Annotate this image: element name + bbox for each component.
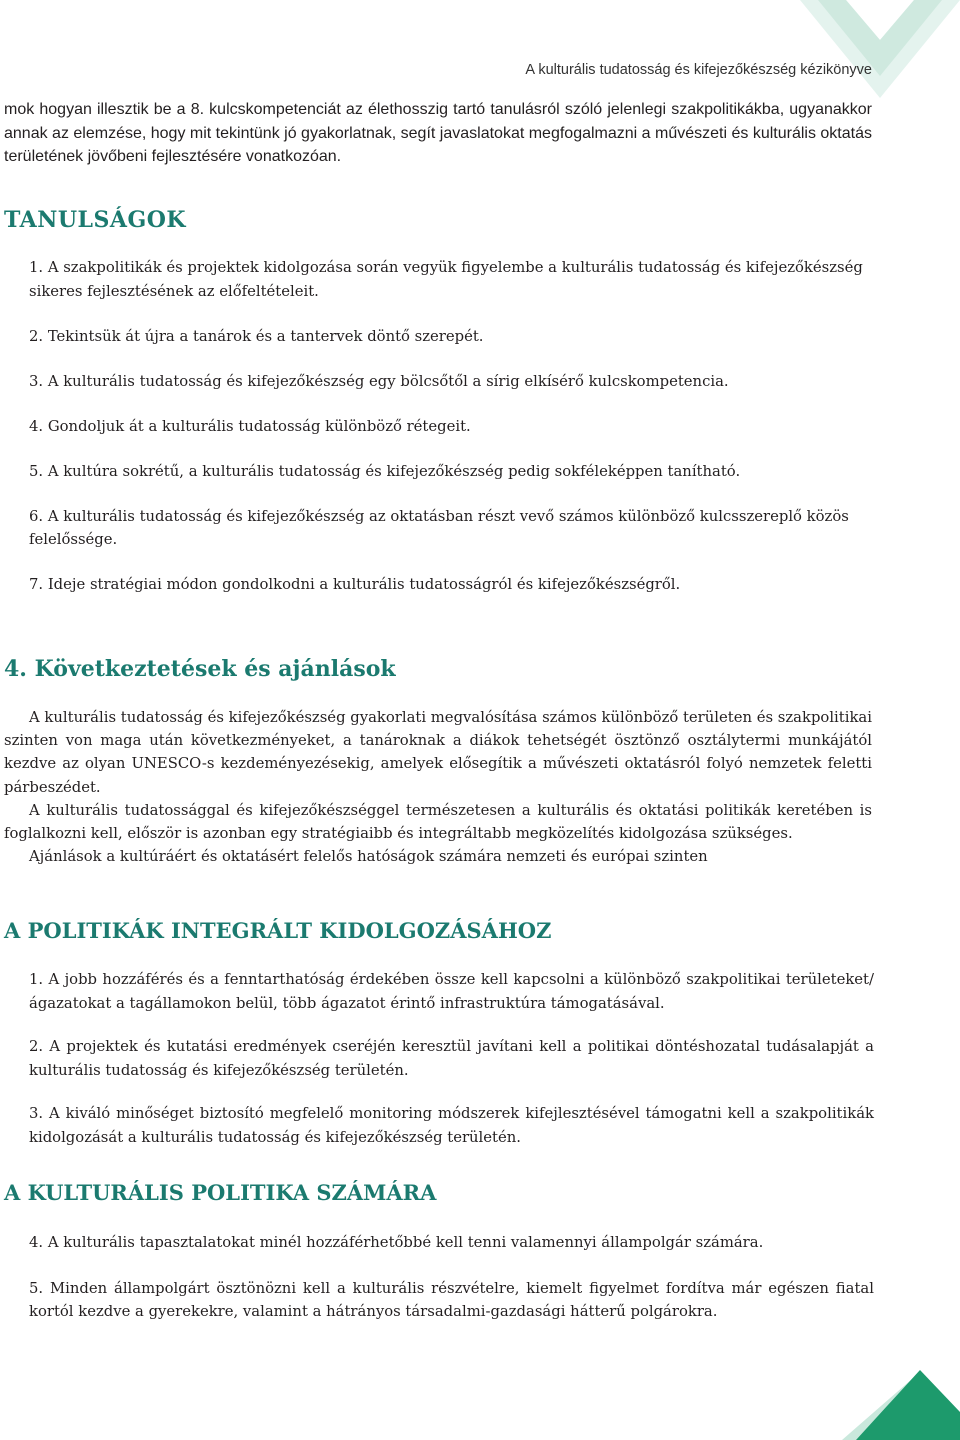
page-corner-badge-icon bbox=[820, 1350, 960, 1440]
conclusions-heading bbox=[4, 656, 396, 682]
recommendation-item: 5. Minden állampolgárt ösztönözni kell a kulturális részvételre, kiemelt figyelmet fordítva már egészen fiatal kortól kezdve a gyerekekre, valamint a hátrányos társadalmi-gazdasági hátterű polgárokra. bbox=[29, 1279, 874, 1320]
running-header-title: A kulturális tudatosság és kifejezőkészség kézikönyve bbox=[525, 62, 872, 78]
policy-integration-heading: A POLITIKÁK INTEGRÁLT KIDOLGOZÁSÁHOZ bbox=[4, 918, 552, 943]
lessons-list bbox=[29, 256, 874, 618]
lessons-heading: TANULSÁGOK bbox=[4, 207, 187, 233]
recommendation-item: 2. A projektek és kutatási eredmények cseréjén keresztül javítani kell a politikai döntéshozatal tudásalapját a kulturális tudatosság és kifejezőkészség területén. bbox=[29, 1038, 874, 1079]
cultural-policy-list bbox=[29, 1231, 874, 1324]
policy-integration-list bbox=[29, 968, 874, 1149]
conclusions-body bbox=[4, 706, 872, 868]
recommendations-intro: Ajánlások a kultúráért és oktatásért felelős hatóságok számára nemzeti és európai szinten bbox=[29, 848, 708, 866]
conclusions-heading-number: 4. bbox=[4, 656, 27, 682]
lesson-item: 6. A kulturális tudatosság és kifejezőkészség az oktatásban részt vevő számos különböző kulcsszereplő közös felelőssége. bbox=[29, 507, 849, 548]
recommendation-item: 1. A jobb hozzáférés és a fenntarthatóság érdekében össze kell kapcsolni a különböző szakpolitikai területeket/ágazatokat a tagállamokon belül, több ágazatot érintő infrastruktúra támogatásával. bbox=[29, 971, 874, 1012]
lesson-item: 1. A szakpolitikák és projektek kidolgozása során vegyük figyelembe a kulturális tudatosság és kifejezőkészség sikeres fejlesztésének az előfeltételeit. bbox=[29, 259, 863, 300]
recommendation-item: 4. A kulturális tapasztalatokat minél hozzáférhetőbbé kell tenni valamennyi állampolgár számára. bbox=[29, 1234, 764, 1251]
recommendation-item: 3. A kiváló minőséget biztosító megfelelő monitoring módszerek kifejlesztésével támogatni kell a szakpolitikák kidolgozását a kulturális tudatosság és kifejezőkészség területén. bbox=[29, 1105, 874, 1146]
lesson-item: 7. Ideje stratégiai módon gondolkodni a kulturális tudatosságról és kifejezőkészségről. bbox=[29, 576, 681, 593]
conclusions-paragraph: A kulturális tudatossággal és kifejezőkészséggel természetesen a kulturális és oktatási politikák keretében is foglalkozni kell, először is azonban egy stratégiaibb és integráltabb megközelítés kidolgozása szükséges. bbox=[4, 801, 872, 843]
conclusions-paragraph: A kulturális tudatosság és kifejezőkészség gyakorlati megvalósítása számos különböző területen és szakpolitikai szinten von maga után következményeket, a tanároknak a diákok tehetségét ösztönző osztálytermi munkájától kezdve az olyan UNESCO-s kezdeményezésekig, amelyek elősegítik a művészeti oktatásról folyó nemzetek feletti párbeszédet. bbox=[4, 709, 872, 796]
lesson-item: 3. A kulturális tudatosság és kifejezőkészség egy bölcsőtől a sírig elkísérő kulcskompetencia. bbox=[29, 372, 729, 390]
chevron-logo-icon bbox=[800, 0, 960, 100]
cultural-policy-heading: A KULTURÁLIS POLITIKA SZÁMÁRA bbox=[4, 1180, 437, 1205]
intro-paragraph: mok hogyan illesztik be a 8. kulcskompetenciát az élethosszig tartó tanulásról szóló jelenlegi szakpolitikákba, ugyanakkor annak az elemzése, hogy mit tekintünk jó gyakorlatnak, segít javaslatokat megfogalmazni a művészeti és kulturális oktatás területének jövőbeni fejlesztésére vonatkozóan. bbox=[4, 101, 872, 165]
lesson-item: 4. Gondoljuk át a kulturális tudatosság különböző rétegeit. bbox=[29, 417, 471, 435]
page-number: 9 bbox=[872, 1369, 884, 1390]
conclusions-heading-text: Következtetések és ajánlások bbox=[34, 656, 396, 682]
lesson-item: 5. A kultúra sokrétű, a kulturális tudatosság és kifejezőkészség pedig sokféleképpen tanítható. bbox=[29, 462, 741, 480]
lesson-item: 2. Tekintsük át újra a tanárok és a tantervek döntő szerepét. bbox=[29, 327, 484, 345]
